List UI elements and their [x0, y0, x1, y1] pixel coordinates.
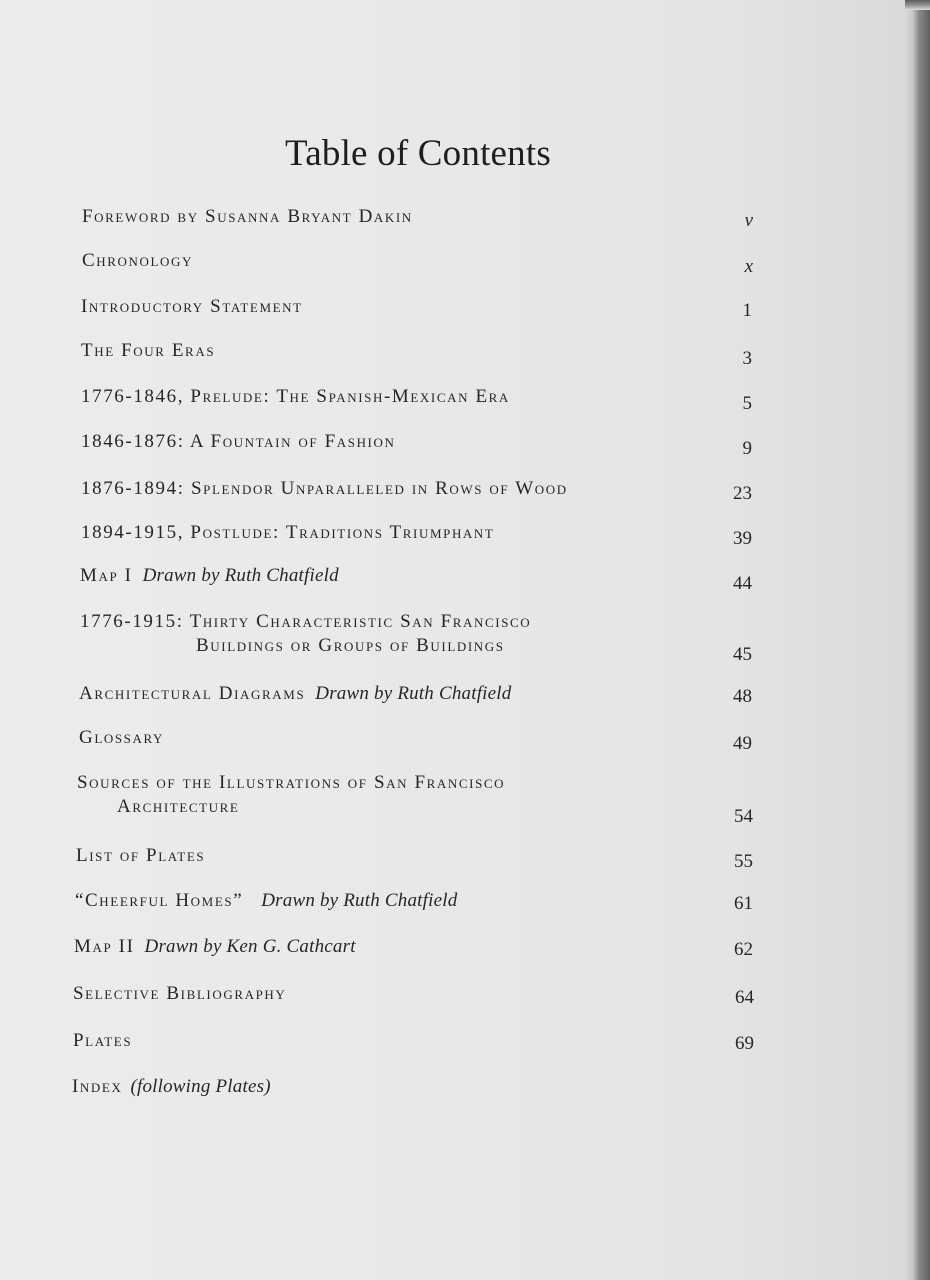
toc-page-number: 55: [734, 851, 753, 872]
toc-entry-label: 1894-1915, Postlude: Traditions Triumphant: [81, 522, 495, 543]
toc-entry-label: Plates: [73, 1030, 133, 1051]
toc-entry-label: Index: [72, 1076, 123, 1097]
toc-page-number: 23: [733, 483, 752, 504]
toc-entry-map-1: [80, 565, 339, 587]
toc-entry-credit: Drawn by Ken G. Cathcart: [144, 936, 356, 957]
toc-entry-label: Map I: [80, 565, 133, 586]
toc-page-number: 44: [733, 573, 752, 594]
toc-entry-fountain-of-fashion: [81, 431, 395, 453]
toc-page-number: 3: [742, 348, 752, 369]
toc-entry-label-continued: Architecture: [117, 796, 240, 817]
toc-entry-label: 1846-1876: A Fountain of Fashion: [81, 431, 396, 452]
toc-entry-chronology: [82, 250, 193, 272]
toc-entry-glossary: [79, 727, 164, 749]
toc-entry-sources-of-illustrations: [77, 772, 505, 818]
toc-page-number: 49: [733, 733, 752, 754]
toc-entry-four-eras: [81, 340, 215, 362]
toc-entry-index: [72, 1076, 271, 1098]
toc-page-number: 5: [742, 393, 752, 414]
toc-entry-label-continued: Buildings or Groups of Buildings: [196, 635, 505, 656]
toc-page-number: v: [744, 210, 753, 231]
toc-entry-thirty-buildings: [80, 611, 531, 657]
toc-entry-label: Introductory Statement: [81, 296, 303, 317]
toc-entry-cheerful-homes: [75, 890, 457, 912]
toc-entry-label: “Cheerful Homes”: [75, 890, 244, 911]
toc-page-number: 64: [735, 987, 754, 1008]
toc-page-number: 9: [742, 438, 752, 459]
toc-page-number: 1: [742, 300, 752, 321]
toc-page-number: 62: [734, 939, 753, 960]
toc-entry-label: Foreword by Susanna Bryant Dakin: [82, 206, 413, 227]
toc-entry-label: The Four Eras: [81, 340, 216, 361]
toc-entry-introductory-statement: [81, 296, 303, 318]
toc-entry-splendor-unparalleled: [81, 478, 568, 500]
toc-entry-label: 1876-1894: Splendor Unparalleled in Rows of Wood: [81, 478, 568, 499]
toc-page-number: 69: [735, 1033, 754, 1054]
toc-entry-credit: (following Plates): [130, 1076, 271, 1097]
toc-entry-architectural-diagrams: [79, 683, 511, 705]
toc-entry-label: Chronology: [82, 250, 194, 271]
toc-page-number: x: [744, 256, 753, 277]
toc-page-number: 48: [733, 686, 752, 707]
toc-entry-prelude: [81, 386, 510, 408]
toc-entry-label: List of Plates: [76, 845, 206, 866]
toc-entry-map-2: [74, 936, 356, 958]
toc-entry-plates: [73, 1030, 132, 1052]
toc-entry-label: Sources of the Illustrations of San Francisco: [77, 772, 506, 793]
toc-entry-label: 1776-1846, Prelude: The Spanish-Mexican Era: [81, 386, 510, 407]
toc-entry-label: Glossary: [79, 727, 165, 748]
toc-page-number: 45: [733, 644, 752, 665]
toc-entry-list-of-plates: [76, 845, 205, 867]
toc-entry-credit: Drawn by Ruth Chatfield: [261, 890, 458, 911]
toc-entry-label: 1776-1915: Thirty Characteristic San Francisco: [80, 611, 532, 632]
toc-entry-credit: Drawn by Ruth Chatfield: [142, 565, 339, 586]
toc-entry-label: Map II: [74, 936, 135, 957]
page-stack-edge: [905, 10, 930, 1280]
toc-page-number: 54: [734, 806, 753, 827]
toc-entry-postlude: [81, 522, 494, 544]
toc-page-number: 39: [733, 528, 752, 549]
toc-entry-selective-bibliography: [73, 983, 286, 1005]
page-title: Table of Contents: [285, 133, 551, 174]
toc-entry-label: Selective Bibliography: [73, 983, 287, 1004]
toc-page-number: 61: [734, 893, 753, 914]
toc-entry-credit: Drawn by Ruth Chatfield: [315, 683, 512, 704]
toc-entry-label: Architectural Diagrams: [79, 683, 306, 704]
toc-entry-foreword: [82, 206, 413, 228]
